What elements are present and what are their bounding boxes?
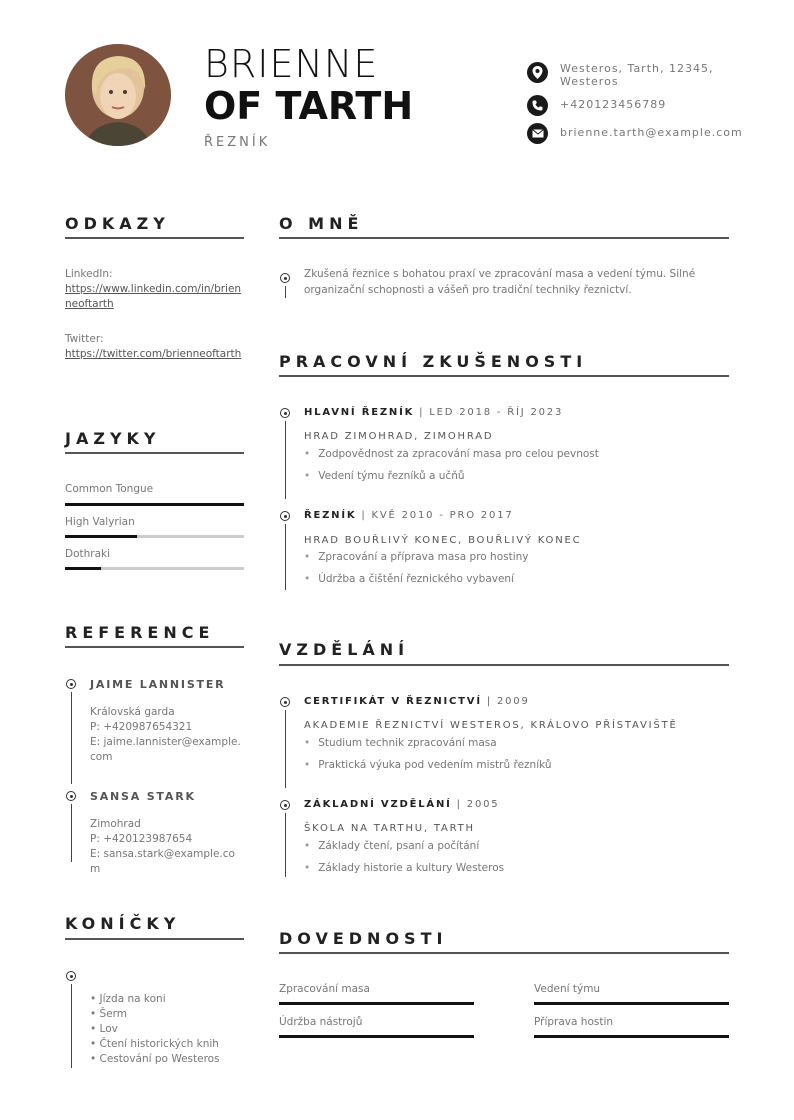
- timeline-dot: [66, 971, 76, 981]
- phone-icon: [527, 95, 548, 116]
- job-title: ŘEZNÍK: [304, 510, 357, 521]
- language-name: Common Tongue: [65, 483, 154, 495]
- timeline-dot: [280, 511, 290, 521]
- about-text: Zkušená řeznice s bohatou praxí ve zpracování masa a vedení týmu. Silné organizační schopnosti a vášeň pro tradiční techniky řeznictví.: [304, 268, 696, 296]
- job-bullet: • Údržba a čištění řeznického vybavení: [304, 573, 514, 585]
- job-bullet: • Zodpovědnost za zpracování masa pro celou pevnost: [304, 448, 599, 460]
- linkedin-label: LinkedIn:: [65, 268, 113, 280]
- twitter-label: Twitter:: [65, 333, 104, 345]
- education-heading-line: [304, 696, 530, 707]
- language-bar-fill: [65, 503, 244, 506]
- last-name: OF TARTH: [204, 84, 414, 128]
- first-name: BRIENNE: [204, 42, 379, 86]
- skills-divider: [279, 952, 729, 954]
- languages-heading: JAZYKY: [65, 429, 161, 448]
- envelope-icon: [527, 123, 548, 144]
- phone-text: +420123456789: [560, 98, 667, 111]
- skill-bar: [534, 1035, 729, 1038]
- job-bullet: • Vedení týmu řezníků a učňů: [304, 470, 465, 482]
- experience-divider: [279, 375, 729, 377]
- education-bullet: • Základy historie a kultury Westeros: [304, 862, 504, 874]
- skill-bar-fill: [534, 1035, 729, 1038]
- skill-bar-fill: [279, 1035, 474, 1038]
- timeline-dot: [280, 800, 290, 810]
- timeline-line: [71, 692, 72, 784]
- location-pin-icon: [527, 62, 548, 83]
- school: AKADEMIE ŘEZNICTVÍ WESTEROS, KRÁLOVO PŘÍSTAVIŠTĚ: [304, 720, 678, 731]
- timeline-dot: [280, 408, 290, 418]
- reference-phone: P: +420987654321: [90, 721, 193, 733]
- timeline-dot: [280, 273, 290, 283]
- timeline-line: [285, 286, 286, 298]
- contact-address: [527, 62, 730, 88]
- language-bar: [65, 535, 244, 538]
- job-bullet: • Zpracování a příprava masa pro hostiny: [304, 551, 529, 563]
- language-bar-fill: [65, 567, 101, 570]
- education-heading: VZDĚLÁNÍ: [279, 640, 410, 659]
- job-dates: | LED 2018 - ŘÍJ 2023: [419, 407, 564, 418]
- education-title: ZÁKLADNÍ VZDĚLÁNÍ: [304, 799, 452, 810]
- skill-name: Zpracování masa: [279, 983, 370, 995]
- skill-name: Vedení týmu: [534, 983, 601, 995]
- language-name: Dothraki: [65, 548, 111, 560]
- language-bar-fill: [65, 535, 137, 538]
- education-bullet: • Studium technik zpracování masa: [304, 737, 497, 749]
- links-heading: ODKAZY: [65, 214, 170, 233]
- skill-bar: [534, 1002, 729, 1005]
- reference-details: [90, 817, 245, 877]
- timeline-line: [285, 710, 286, 788]
- skill-name: Příprava hostin: [534, 1016, 614, 1028]
- hobby-item: • Čtení historických knih: [90, 1038, 219, 1050]
- contact-phone: [527, 95, 730, 116]
- reference-place: Královská garda: [90, 706, 175, 718]
- job-title: HLAVNÍ ŘEZNÍK: [304, 407, 415, 418]
- hobby-item: • Cestování po Westeros: [90, 1053, 220, 1065]
- education-dates: | 2009: [486, 696, 530, 707]
- language-bar: [65, 503, 244, 506]
- job-heading: [304, 510, 514, 521]
- portrait-photo-icon: [65, 44, 171, 146]
- job-dates: | KVĚ 2010 - PRO 2017: [361, 510, 514, 521]
- timeline-line: [285, 813, 286, 877]
- timeline-dot: [66, 791, 76, 801]
- reference-email: E: jaime.lannister@example.com: [90, 736, 241, 763]
- experience-heading: PRACOVNÍ ZKUŠENOSTI: [279, 352, 588, 371]
- hobby-item: • Jízda na koni: [90, 993, 166, 1005]
- education-title: CERTIFIKÁT V ŘEZNICTVÍ: [304, 696, 482, 707]
- education-divider: [279, 664, 729, 666]
- address-text: Westeros, Tarth, 12345, Westeros: [560, 62, 714, 88]
- about-heading: O MNĚ: [279, 214, 364, 233]
- skill-bar: [279, 1002, 474, 1005]
- hobby-item: • Lov: [90, 1023, 118, 1035]
- timeline-line: [71, 984, 72, 1068]
- employer: HRAD ZIMOHRAD, ZIMOHRAD: [304, 431, 494, 442]
- reference-place: Zimohrad: [90, 818, 141, 830]
- skill-name: Údržba nástrojů: [279, 1016, 363, 1028]
- job-heading: [304, 407, 563, 418]
- timeline-dot: [66, 679, 76, 689]
- twitter-block: [65, 332, 243, 362]
- education-bullet: • Praktická výuka pod vedením mistrů řezníků: [304, 759, 552, 771]
- timeline-line: [285, 421, 286, 499]
- profile-photo: [65, 44, 171, 146]
- twitter-link[interactable]: https://twitter.com/brienneoftarth: [65, 348, 242, 360]
- skill-bar: [279, 1035, 474, 1038]
- education-heading-line: [304, 799, 499, 810]
- hobbies-heading: KONÍČKY: [65, 914, 181, 933]
- email-text[interactable]: brienne.tarth@example.com: [560, 126, 743, 139]
- employer: HRAD BOUŘLIVÝ KONEC, BOUŘLIVÝ KONEC: [304, 535, 582, 546]
- skills-heading: DOVEDNOSTI: [279, 929, 448, 948]
- links-divider: [65, 237, 244, 239]
- timeline-line: [285, 524, 286, 590]
- school: ŠKOLA NA TARTHU, TARTH: [304, 823, 475, 834]
- reference-name: JAIME LANNISTER: [90, 678, 226, 691]
- reference-details: [90, 705, 245, 765]
- reference-phone: P: +420123987654: [90, 833, 193, 845]
- language-bar: [65, 567, 244, 570]
- linkedin-link[interactable]: https://www.linkedin.com/in/brienneoftarth: [65, 283, 242, 310]
- linkedin-block: [65, 267, 243, 312]
- timeline-dot: [280, 697, 290, 707]
- job-title: ŘEZNÍK: [204, 135, 271, 150]
- about-divider: [279, 237, 729, 239]
- reference-name: SANSA STARK: [90, 790, 196, 803]
- references-divider: [65, 646, 244, 648]
- hobbies-divider: [65, 938, 244, 940]
- references-heading: REFERENCE: [65, 623, 215, 642]
- hobbies-list: [90, 992, 220, 1067]
- timeline-line: [71, 804, 72, 862]
- skill-bar-fill: [534, 1002, 729, 1005]
- skill-bar-fill: [279, 1002, 474, 1005]
- hobby-item: • Šerm: [90, 1008, 128, 1020]
- education-bullet: • Základy čtení, psaní a počítání: [304, 840, 479, 852]
- languages-divider: [65, 452, 244, 454]
- language-name: High Valyrian: [65, 516, 135, 528]
- contact-email: [527, 123, 743, 144]
- education-dates: | 2005: [456, 799, 500, 810]
- reference-email: E: sansa.stark@example.com: [90, 848, 235, 875]
